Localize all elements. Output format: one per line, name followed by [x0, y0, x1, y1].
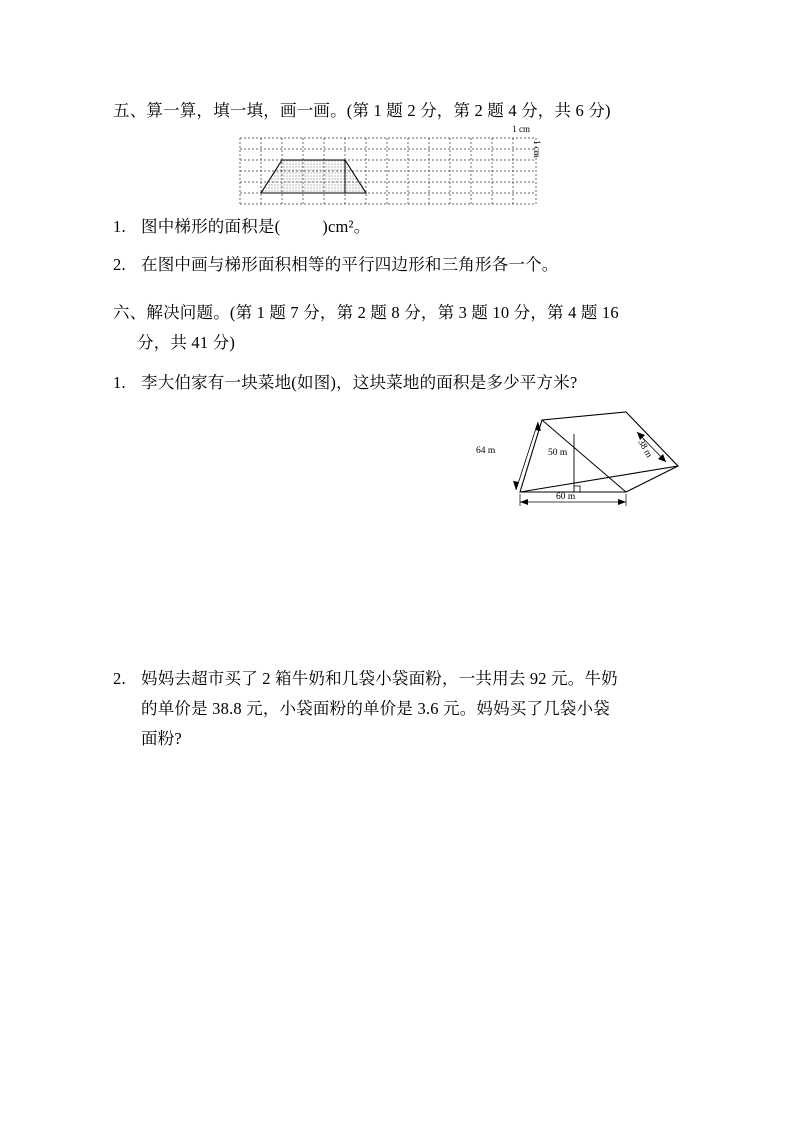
question-five-1-number: 1. [113, 217, 126, 236]
question-six-2 [113, 664, 683, 754]
question-five-2-number: 2. [113, 255, 126, 274]
question-six-2-text [141, 664, 683, 754]
answer-space-six-2[interactable] [113, 754, 683, 904]
question-five-2-text: 在图中画与梯形面积相等的平行四边形和三角形各一个。 [141, 255, 559, 274]
question-six-1-text: 李大伯家有一块菜地(如图)，这块菜地的面积是多少平方米? [141, 373, 578, 392]
trapezoid-grid-figure [238, 124, 542, 206]
question-six-2-line3: 面粉? [141, 729, 182, 748]
question-five-1 [113, 212, 683, 242]
grid-label-horizontal: 1 cm [512, 124, 530, 134]
grid-label-vertical: 1 cm [532, 140, 542, 158]
land-figure [113, 404, 683, 514]
page-content [113, 96, 683, 904]
grid-figure-svg [238, 136, 538, 206]
land-label-right: 38 m [635, 438, 654, 460]
question-six-1-number: 1. [113, 373, 126, 392]
section-six-heading-line1: 六、解决问题。(第 1 题 7 分，第 2 题 8 分，第 3 题 10 分，第 4 题 16 [113, 303, 619, 322]
question-six-2-line2: 的单价是 38.8 元，小袋面粉的单价是 3.6 元。妈妈买了几袋小袋 [141, 699, 610, 718]
section-six-heading-line2: 分，共 41 分) [137, 333, 236, 352]
question-five-2 [113, 250, 683, 280]
question-five-1-text-before: 图中梯形的面积是( [141, 217, 281, 236]
land-label-bottom: 60 m [556, 492, 576, 502]
section-five-heading: 五、算一算，填一填，画一画。(第 1 题 2 分，第 2 题 4 分，共 6 分) [113, 101, 611, 120]
question-five-1-text [141, 212, 683, 242]
question-five-1-text-after: )cm²。 [322, 217, 371, 236]
section-six-heading [113, 298, 683, 358]
question-six-1 [113, 368, 683, 398]
land-figure-inner [476, 404, 683, 514]
land-figure-svg [498, 404, 683, 509]
land-label-left: 64 m [476, 446, 496, 456]
land-label-middle: 50 m [548, 448, 568, 458]
answer-space-six-1[interactable] [113, 514, 683, 664]
question-six-2-line1: 妈妈去超市买了 2 箱牛奶和几袋小袋面粉，一共用去 92 元。牛奶 [141, 669, 618, 688]
question-six-2-number: 2. [113, 669, 126, 688]
